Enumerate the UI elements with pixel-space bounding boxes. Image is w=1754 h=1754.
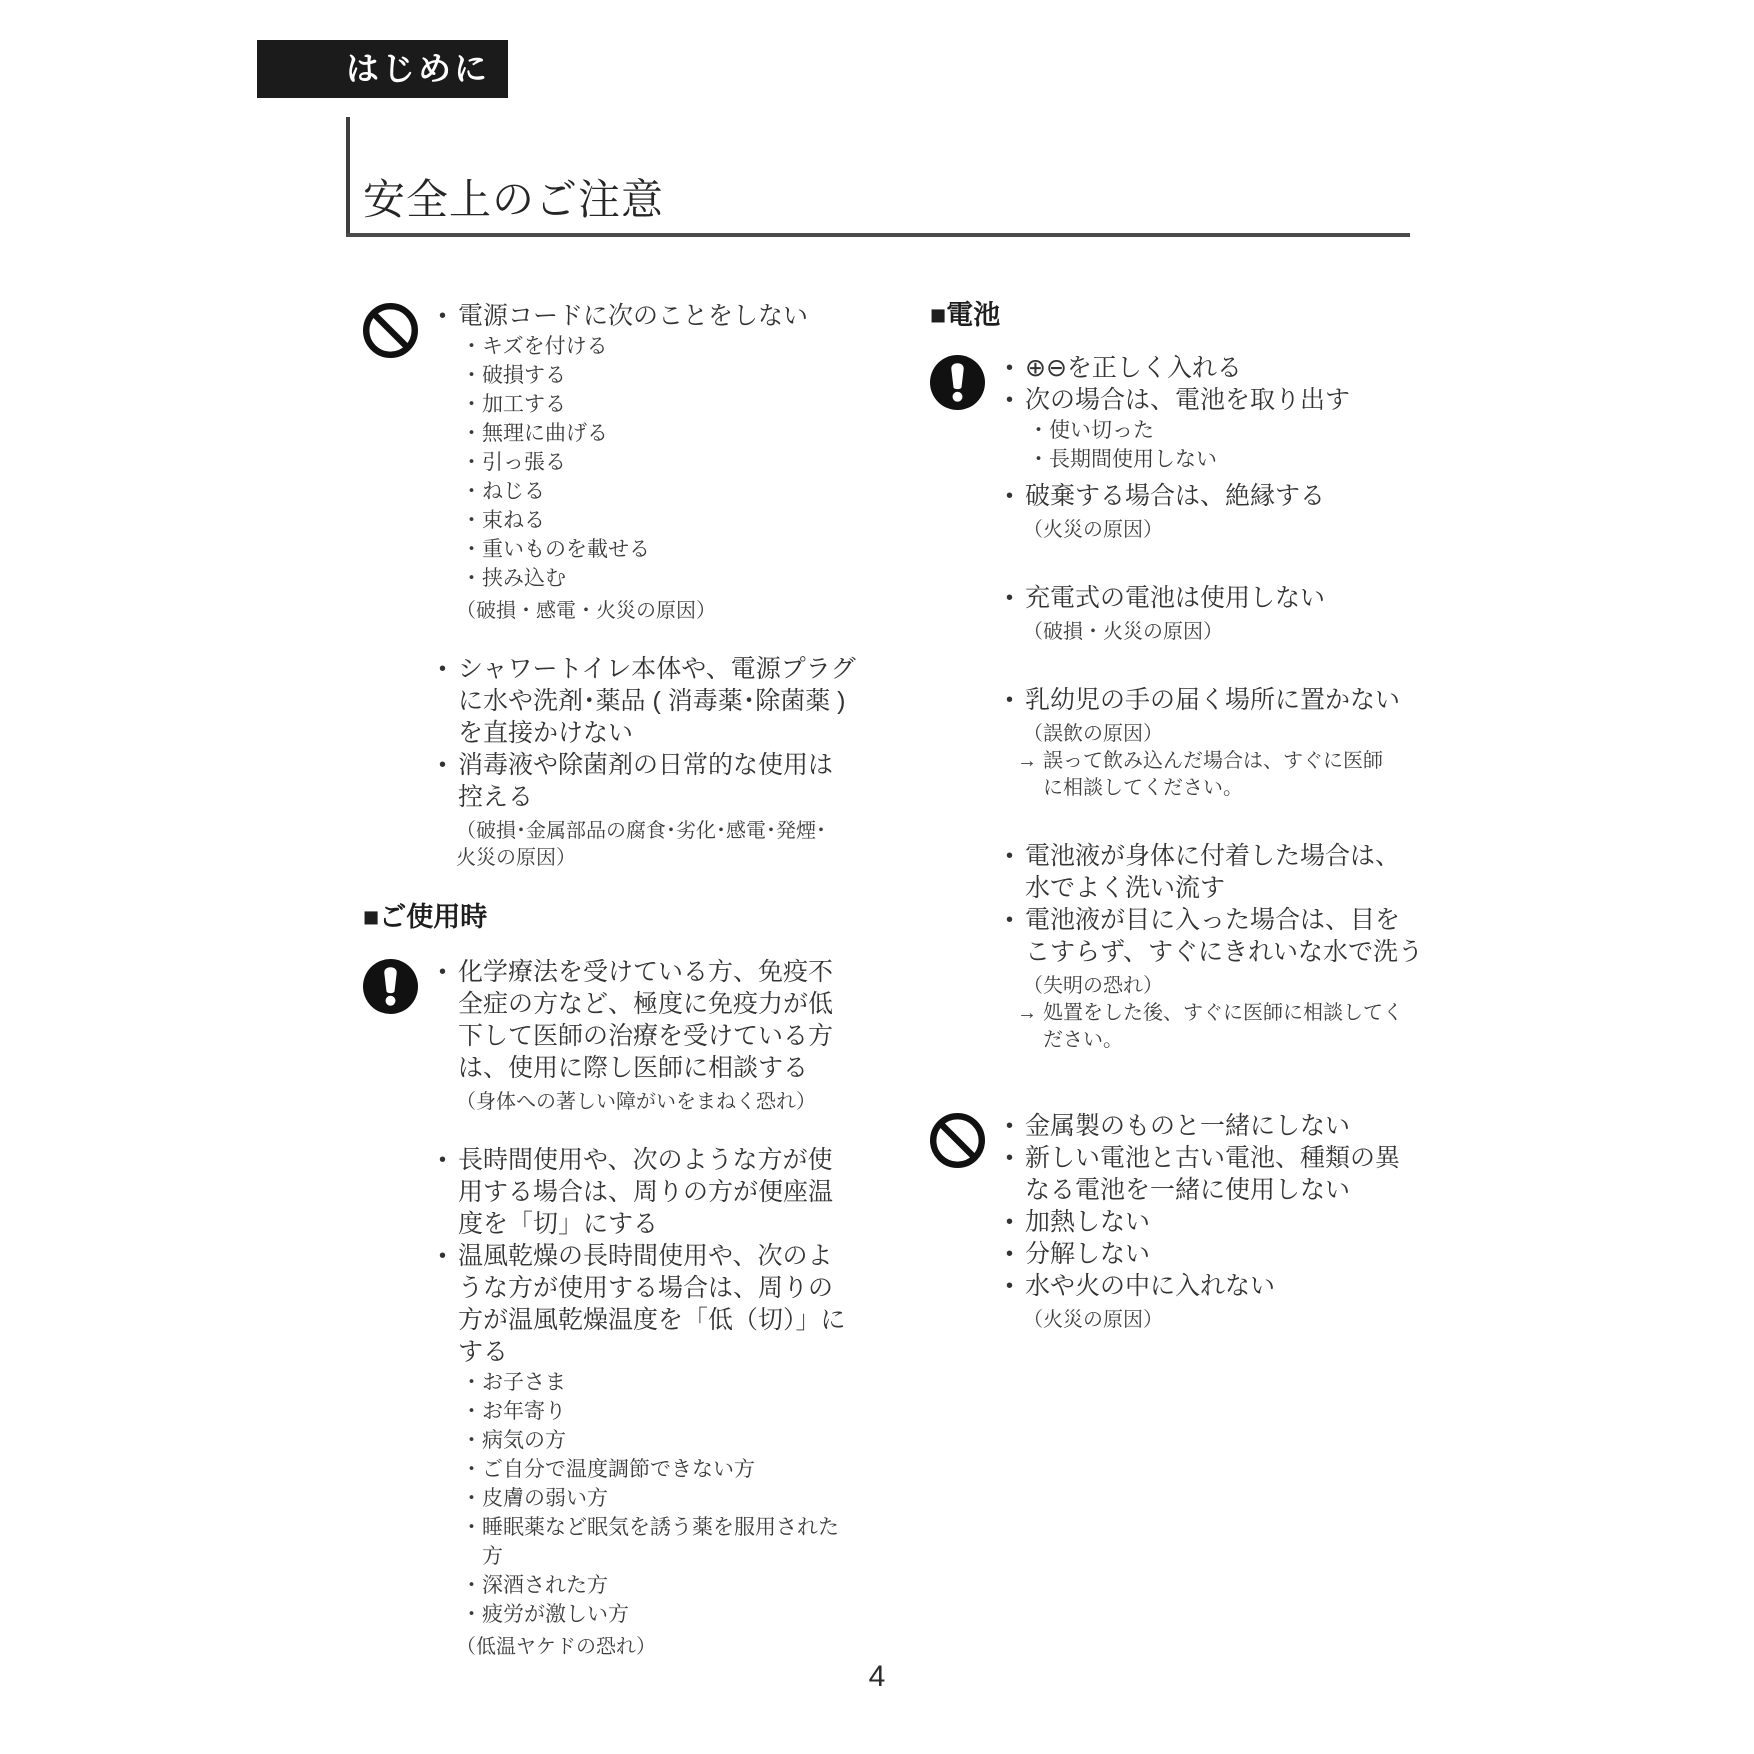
arrow-marker-icon: → <box>1017 1002 1037 1024</box>
text-line: → 誤って飲み込んだ場合は、すぐに医師 <box>1005 748 1530 775</box>
safety-bullet <box>1005 1270 1530 1302</box>
text-line: 全症の方など、極度に免疫力が低 <box>458 990 834 1018</box>
text-line: なる電池を一緒に使用しない <box>1025 1176 1351 1204</box>
text-line: 用する場合は、周りの方が便座温 <box>458 1178 834 1206</box>
right-column <box>930 300 1530 1334</box>
bullet-marker-icon: • <box>439 754 447 776</box>
text-line: • 温風乾燥の長時間使用や、次のよ <box>439 1242 833 1270</box>
bullet-marker-icon: ・ <box>1028 448 1049 471</box>
safety-subitem <box>438 1571 923 1600</box>
group-content <box>438 956 923 1661</box>
mandatory-icon <box>930 352 1005 410</box>
bullet-marker-icon: • <box>1006 587 1014 609</box>
bullet-marker-icon: • <box>1006 909 1014 931</box>
bullet-marker-icon: ・ <box>1028 419 1049 442</box>
mandatory-icon <box>363 956 438 1014</box>
safety-subitem <box>438 1397 923 1426</box>
bullet-marker-icon: • <box>439 1149 447 1171</box>
safety-bullet <box>1005 384 1530 416</box>
title-left-bar <box>346 117 350 236</box>
text-line: ・ 引っ張る <box>438 448 923 477</box>
text-line: ・ 長期間使用しない <box>1005 445 1530 474</box>
text-line: • 電池液が身体に付着した場合は、 <box>1006 842 1401 870</box>
text-line: • ⊕⊖を正しく入れる <box>1006 354 1242 382</box>
bullet-marker-icon: ・ <box>461 1574 482 1597</box>
bullet-marker-icon: • <box>1006 1147 1014 1169</box>
bullet-marker-icon: • <box>439 305 447 327</box>
cause-note <box>1005 517 1530 544</box>
bullet-marker-icon: ・ <box>461 422 482 445</box>
bullet-marker-icon: ・ <box>461 1487 482 1510</box>
text-line: を直接かけない <box>458 719 634 747</box>
cause-note <box>438 598 923 625</box>
text-line: 下して医師の治療を受けている方 <box>458 1022 834 1050</box>
safety-bullet <box>1005 1142 1530 1206</box>
bullet-marker-icon: • <box>1006 389 1014 411</box>
text-line: • 水や火の中に入れない <box>1006 1272 1276 1300</box>
bullet-marker-icon: • <box>1006 485 1014 507</box>
safety-bullet <box>1005 1206 1530 1238</box>
bullet-marker-icon: • <box>1006 1115 1014 1137</box>
safety-bullet <box>1005 904 1530 968</box>
text-line: は、使用に際し医師に相談する <box>458 1054 809 1082</box>
text-line: 方 <box>482 1545 503 1568</box>
text-line: ・ 束ねる <box>438 506 923 535</box>
text-line: • 電源コードに次のことをしない <box>439 302 809 330</box>
bullet-marker-icon: ・ <box>461 1458 482 1481</box>
safety-subitem <box>438 564 923 593</box>
text-line: ・ 睡眠薬など眠気を誘う薬を服用された <box>438 1513 923 1542</box>
safety-subitem <box>438 1600 923 1629</box>
safety-bullet <box>1005 352 1530 384</box>
text-line: • 長時間使用や、次のような方が使 <box>439 1146 833 1174</box>
section-header: ■電池 <box>930 300 1001 330</box>
page-title: 安全上のご注意 <box>363 176 665 223</box>
safety-subitem <box>1005 445 1530 474</box>
bullet-marker-icon: • <box>439 1245 447 1267</box>
bullet-marker-icon: ・ <box>461 451 482 474</box>
text-line: 火災の原因） <box>456 847 576 869</box>
safety-subitem <box>1005 416 1530 445</box>
followup-arrow-note <box>1005 748 1530 802</box>
text-line: （火災の原因） <box>1023 1309 1163 1331</box>
page-number: 4 <box>868 1660 886 1693</box>
text-line: • 金属製のものと一緒にしない <box>1006 1112 1351 1140</box>
bullet-marker-icon: • <box>1006 1211 1014 1233</box>
safety-subitem <box>438 535 923 564</box>
text-line: ・ お年寄り <box>438 1397 923 1426</box>
text-line: に相談してください。 <box>1043 777 1243 799</box>
text-line: ださい。 <box>1043 1029 1123 1051</box>
text-line: ・ 無理に曲げる <box>438 419 923 448</box>
text-line: • 破棄する場合は、絶縁する <box>1006 482 1326 510</box>
text-line: • 加熱しない <box>1006 1208 1151 1236</box>
safety-bullet <box>438 1144 923 1240</box>
safety-group <box>363 956 923 1661</box>
safety-subitem <box>438 1368 923 1397</box>
bullet-marker-icon: ・ <box>461 1429 482 1452</box>
safety-subitem <box>438 332 923 361</box>
bullet-marker-icon: ・ <box>461 567 482 590</box>
arrow-marker-icon: → <box>1017 750 1037 772</box>
text-line: • 充電式の電池は使用しない <box>1006 584 1326 612</box>
text-line: に水や洗剤･薬品 ( 消毒薬･除菌薬 ) <box>458 687 846 715</box>
safety-subitem <box>438 419 923 448</box>
text-line: 度を「切」にする <box>458 1210 659 1238</box>
text-line: こすらず、すぐにきれいな水で洗う <box>1025 938 1424 966</box>
safety-group <box>930 352 1530 1054</box>
cause-note <box>1005 721 1530 748</box>
safety-bullet <box>1005 1238 1530 1270</box>
bullet-marker-icon: ・ <box>461 393 482 416</box>
text-line: （破損・感電・火災の原因） <box>456 600 716 622</box>
safety-bullet <box>1005 480 1530 512</box>
safety-subitem <box>438 390 923 419</box>
text-line: （誤飲の原因） <box>1023 723 1163 745</box>
bullet-marker-icon: • <box>1006 1243 1014 1265</box>
bullet-marker-icon: • <box>1006 1275 1014 1297</box>
text-line: ・ ご自分で温度調節できない方 <box>438 1455 923 1484</box>
bullet-marker-icon: ・ <box>461 538 482 561</box>
text-line: ・ 加工する <box>438 390 923 419</box>
text-line: • 乳幼児の手の届く場所に置かない <box>1006 686 1401 714</box>
title-underline <box>346 233 1410 237</box>
section-header: ■ご使用時 <box>363 902 488 932</box>
safety-subitem <box>438 506 923 535</box>
text-line: （破損･金属部品の腐食･劣化･感電･発煙･ <box>456 820 826 842</box>
bullet-marker-icon: • <box>439 961 447 983</box>
section-tab: はじめに <box>257 40 508 98</box>
bullet-marker-icon: • <box>1006 689 1014 711</box>
text-line: 方が温風乾燥温度を「低（切）」に <box>458 1306 846 1334</box>
safety-bullet <box>1005 684 1530 716</box>
safety-bullet <box>1005 582 1530 614</box>
text-line: • 電池液が目に入った場合は、目を <box>1006 906 1401 934</box>
safety-bullet <box>438 653 923 749</box>
safety-group <box>363 300 923 872</box>
text-line: うな方が使用する場合は、周りの <box>458 1274 834 1302</box>
text-line: • 消毒液や除菌剤の日常的な使用は <box>439 751 834 779</box>
cause-note <box>1005 619 1530 646</box>
prohibition-icon <box>930 1110 1005 1168</box>
bullet-marker-icon: • <box>1006 845 1014 867</box>
safety-subitem <box>438 1426 923 1455</box>
safety-subitem <box>438 361 923 390</box>
text-line: （失明の恐れ） <box>1023 975 1163 997</box>
text-line: ・ 病気の方 <box>438 1426 923 1455</box>
text-line: 水でよく洗い流す <box>1025 874 1226 902</box>
bullet-marker-icon: ・ <box>461 509 482 532</box>
safety-subitem <box>438 448 923 477</box>
safety-bullet <box>438 749 923 813</box>
group-content <box>438 300 923 872</box>
text-line: ・ 深酒された方 <box>438 1571 923 1600</box>
text-line: ・ 皮膚の弱い方 <box>438 1484 923 1513</box>
safety-bullet <box>438 956 923 1084</box>
safety-subitem <box>438 1484 923 1513</box>
cause-note <box>438 1089 923 1116</box>
bullet-marker-icon: ・ <box>461 480 482 503</box>
text-line: • 化学療法を受けている方、免疫不 <box>439 958 834 986</box>
bullet-marker-icon: • <box>439 658 447 680</box>
safety-subitem <box>438 1455 923 1484</box>
cause-note <box>1005 1307 1530 1334</box>
text-line: （低温ヤケドの恐れ） <box>456 1636 656 1658</box>
safety-bullet <box>438 300 923 332</box>
text-line: ・ ねじる <box>438 477 923 506</box>
group-content <box>1005 352 1530 1054</box>
text-line: ・ 挟み込む <box>438 564 923 593</box>
left-column <box>363 300 923 1661</box>
bullet-marker-icon: • <box>1006 357 1014 379</box>
text-line: ・ 使い切った <box>1005 416 1530 445</box>
group-content <box>1005 1110 1530 1334</box>
safety-subitem <box>438 477 923 506</box>
safety-bullet <box>1005 840 1530 904</box>
text-line: • 次の場合は、電池を取り出す <box>1006 386 1351 414</box>
text-line: ・ 破損する <box>438 361 923 390</box>
cause-note <box>438 818 923 872</box>
bullet-marker-icon: ・ <box>461 1516 482 1539</box>
bullet-marker-icon: ・ <box>461 335 482 358</box>
text-line: ・ キズを付ける <box>438 332 923 361</box>
text-line: （破損・火災の原因） <box>1023 621 1223 643</box>
bullet-marker-icon: ・ <box>461 1603 482 1626</box>
text-line: • 分解しない <box>1006 1240 1151 1268</box>
bullet-marker-icon: ・ <box>461 1400 482 1423</box>
cause-note <box>1005 973 1530 1000</box>
text-line: する <box>458 1338 509 1366</box>
safety-bullet <box>1005 1110 1530 1142</box>
prohibition-icon <box>363 300 438 358</box>
text-line: ・ 疲労が激しい方 <box>438 1600 923 1629</box>
bullet-marker-icon: ・ <box>461 1371 482 1394</box>
cause-note <box>438 1634 923 1661</box>
text-line: ・ お子さま <box>438 1368 923 1397</box>
followup-arrow-note <box>1005 1000 1530 1054</box>
text-line: • 新しい電池と古い電池、種類の異 <box>1006 1144 1401 1172</box>
text-line: • シャワートイレ本体や、電源プラグ <box>439 655 856 683</box>
text-line: 控える <box>458 783 534 811</box>
text-line: ・ 重いものを載せる <box>438 535 923 564</box>
text-line: （身体への著しい障がいをまねく恐れ） <box>456 1091 816 1113</box>
safety-subitem <box>438 1513 923 1571</box>
text-line: （火災の原因） <box>1023 519 1163 541</box>
safety-bullet <box>438 1240 923 1368</box>
safety-group <box>930 1110 1530 1334</box>
text-line: → 処置をした後、すぐに医師に相談してく <box>1005 1000 1530 1027</box>
bullet-marker-icon: ・ <box>461 364 482 387</box>
